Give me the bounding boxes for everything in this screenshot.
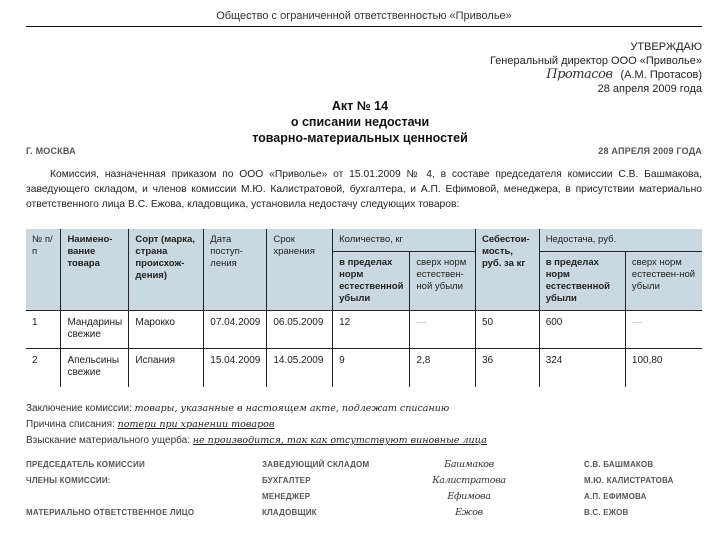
commission-conclusion [26, 401, 546, 417]
damage-recovery [26, 433, 546, 449]
cell-shelf-life: 14.05.2009 [267, 349, 333, 387]
cell-short-within: 600 [539, 311, 625, 349]
conclusions-block [26, 401, 546, 449]
handwritten-signature: Ефимова [447, 490, 491, 502]
header-qty-over: сверх норм естествен-ной убыли [410, 252, 476, 311]
approval-date: 28 апреля 2009 года [597, 83, 702, 95]
writeoff-reason-label: Причина списания: [26, 419, 115, 430]
organization-header: Общество с ограниченной ответственностью «Приволье» [26, 10, 702, 27]
cell-short-over: — [625, 311, 702, 349]
header-num: № п/п [26, 229, 61, 311]
cell-short-within: 324 [539, 349, 625, 387]
cell-num: 1 [26, 311, 61, 349]
title-line-2: о списании недостачи [290, 115, 430, 129]
cell-date-in: 15.04.2009 [204, 349, 267, 387]
handwritten-signature: Башмаков [444, 458, 494, 470]
approval-signature-line [402, 68, 702, 82]
signature-name: А.П. ЕФИМОВА [584, 491, 647, 501]
table-row [26, 349, 702, 387]
cell-qty-within: 9 [333, 349, 410, 387]
cell-qty-within: 12 [333, 311, 410, 349]
cell-sort: Марокко [129, 311, 204, 349]
cell-name: Мандарины свежие [61, 311, 129, 349]
header-shelf-life: Срок хранения [267, 229, 333, 311]
header-shortage: Недостача, руб. [539, 229, 702, 252]
cell-shelf-life: 06.05.2009 [267, 311, 333, 349]
cell-name: Апельсины свежие [61, 349, 129, 387]
commission-conclusion-value: товары, указанные в настоящем акте, подлежат списанию [134, 403, 450, 414]
document-date: 28 АПРЕЛЯ 2009 ГОДА [598, 146, 702, 156]
cell-qty-over: 2,8 [410, 349, 476, 387]
signature-position: ЗАВЕДУЮЩИЙ СКЛАДОМ [262, 459, 370, 469]
header-short-over: сверх норм естествен-ной убыли [625, 252, 702, 311]
cell-date-in: 07.04.2009 [204, 311, 267, 349]
title-line-3: товарно-материальных ценностей [252, 131, 468, 145]
header-cost: Себестои-мость, руб. за кг [475, 229, 539, 311]
signature-name: С.В. БАШМАКОВ [584, 459, 654, 469]
signature-name: М.Ю. КАЛИСТРАТОВА [584, 475, 674, 485]
writeoff-reason [26, 417, 546, 433]
signature-row [26, 504, 702, 520]
signature-position: МЕНЕДЖЕР [262, 491, 311, 501]
intro-paragraph: Комиссия, назначенная приказом по ООО «Приволье» от 15.01.2009 № 4, в составе председателя комиссии С.В. Башмакова, заведующего складом, и членов комиссии М.Ю. Калистратовой, бухгалтера, и А.П. Ефимовой, менеджера, в присутствии материально ответственного лица В.С. Ежова, кладовщика, установила недостачу следующих товаров: [26, 169, 702, 210]
header-name: Наимено-вание товара [61, 229, 129, 311]
approval-block [402, 40, 702, 96]
signature-role: МАТЕРИАЛЬНО ОТВЕТСТВЕННОЕ ЛИЦО [26, 507, 195, 517]
commission-conclusion-label: Заключение комиссии: [26, 403, 132, 414]
damage-recovery-value: не производится, так как отсутствуют виновные лица [192, 435, 487, 446]
handwritten-signature: Калистратова [432, 474, 506, 486]
approval-position: Генеральный директор ООО «Приволье» [489, 55, 702, 67]
signature-role: ПРЕДСЕДАТЕЛЬ КОМИССИИ [26, 459, 145, 469]
header-short-within: в пределах норм естественной убыли [539, 252, 625, 311]
header-date-in: Дата поступ-ления [204, 229, 267, 311]
director-signature: Протасов [546, 67, 613, 82]
document-title [200, 98, 520, 146]
header-quantity: Количество, кг [333, 229, 476, 252]
header-sort: Сорт (марка, страна происхож-дения) [129, 229, 204, 311]
title-line-1: Акт № 14 [331, 99, 389, 113]
director-name: (А.М. Протасов) [620, 69, 702, 81]
shortage-table [26, 229, 702, 387]
signature-name: В.С. ЕЖОВ [584, 507, 629, 517]
table-row [26, 311, 702, 349]
cell-short-over: 100,80 [625, 349, 702, 387]
approval-label: УТВЕРЖДАЮ [630, 41, 702, 53]
signature-row [26, 488, 702, 504]
signature-row [26, 456, 702, 472]
cell-qty-over: — [410, 311, 476, 349]
header-qty-within: в пределах норм естественной убыли [333, 252, 410, 311]
place-date-line [26, 146, 702, 156]
cell-sort: Испания [129, 349, 204, 387]
cell-cost: 50 [475, 311, 539, 349]
damage-recovery-label: Взыскание материального ущерба: [26, 435, 190, 446]
signature-position: КЛАДОВЩИК [262, 507, 317, 517]
cell-num: 2 [26, 349, 61, 387]
place: Г. МОСКВА [26, 146, 76, 156]
signature-position: БУХГАЛТЕР [262, 475, 311, 485]
signatures-block [26, 456, 702, 520]
signature-role: ЧЛЕНЫ КОМИССИИ: [26, 475, 111, 485]
handwritten-signature: Ежов [455, 506, 483, 518]
table-header-row [26, 229, 702, 252]
cell-cost: 36 [475, 349, 539, 387]
signature-row [26, 472, 702, 488]
writeoff-reason-value: потери при хранении товаров [117, 419, 275, 430]
